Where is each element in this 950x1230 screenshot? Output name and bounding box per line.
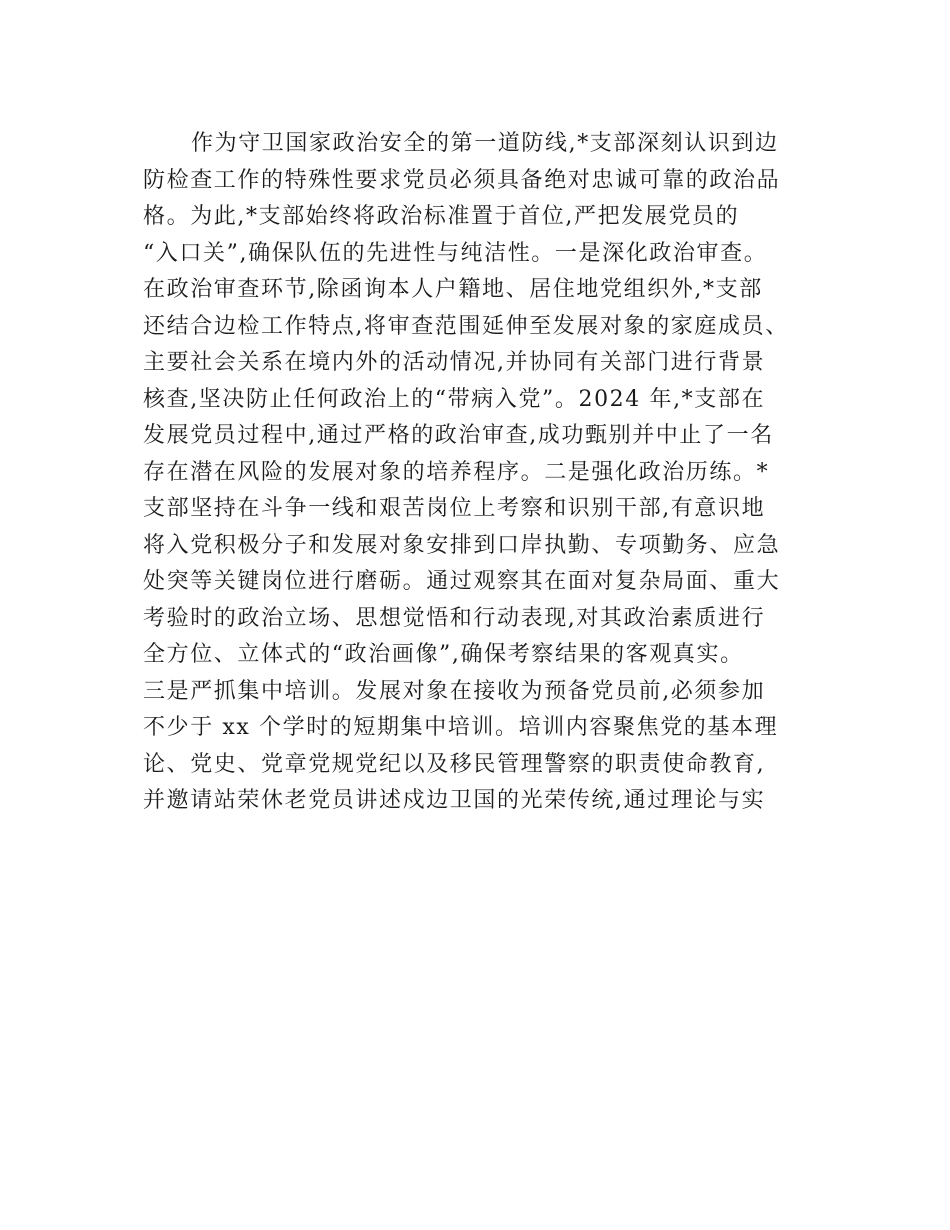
paragraph-line: 主要社会关系在境内外的活动情况,并协同有关部门进行背景 (143, 350, 766, 375)
paragraph-line: 在政治审查环节,除函询本人户籍地、居住地党组织外,*支部 (143, 277, 763, 302)
paragraph-line: 考验时的政治立场、思想觉悟和行动表现,对其政治素质进行 (143, 605, 766, 631)
paragraph-line: 论、党史、党章党规党纪以及移民管理警察的职责使命教育, (143, 751, 766, 777)
body-paragraph (143, 126, 823, 820)
paragraph-line: 还结合边检工作特点,将审查范围延伸至发展对象的家庭成员、 (143, 313, 789, 339)
paragraph-line: 并邀请站荣休老党员讲述戍边卫国的光荣传统,通过理论与实 (143, 788, 766, 813)
paragraph-line: 将入党积极分子和发展对象安排到口岸执勤、专项勤务、应急 (143, 532, 781, 558)
paragraph-line: 全方位、立体式的“政治画像”,确保考察结果的客观真实。 (143, 642, 744, 667)
paragraph-line: 发展党员过程中,通过严格的政治审查,成功甄别并中止了一名 (143, 423, 774, 448)
paragraph-line: 存在潜在风险的发展对象的培养程序。二是强化政治历练。* (143, 459, 770, 485)
paragraph-line: 处突等关键岗位进行磨砺。通过观察其在面对复杂局面、重大 (143, 569, 781, 594)
paragraph-line: 核查,坚决防止任何政治上的“带病入党”。2024 年,*支部在 (143, 386, 766, 412)
paragraph-line: “入口关”,确保队伍的先进性与纯洁性。一是深化政治审查。 (143, 240, 768, 266)
paragraph-line: 不少于 xx 个学时的短期集中培训。培训内容聚焦党的基本理 (143, 715, 779, 740)
paragraph-line: 支部坚持在斗争一线和艰苦岗位上考察和识别干部,有意识地 (143, 496, 766, 521)
paragraph-line: 三是严抓集中培训。发展对象在接收为预备党员前,必须参加 (143, 678, 766, 704)
paragraph-line: 作为守卫国家政治安全的第一道防线,*支部深刻认识到边 (191, 131, 779, 156)
paragraph-line: 格。为此,*支部始终将政治标准置于首位,严把发展党员的 (143, 204, 740, 229)
paragraph-line: 防检查工作的特殊性要求党员必须具备绝对忠诚可靠的政治品 (143, 167, 781, 193)
